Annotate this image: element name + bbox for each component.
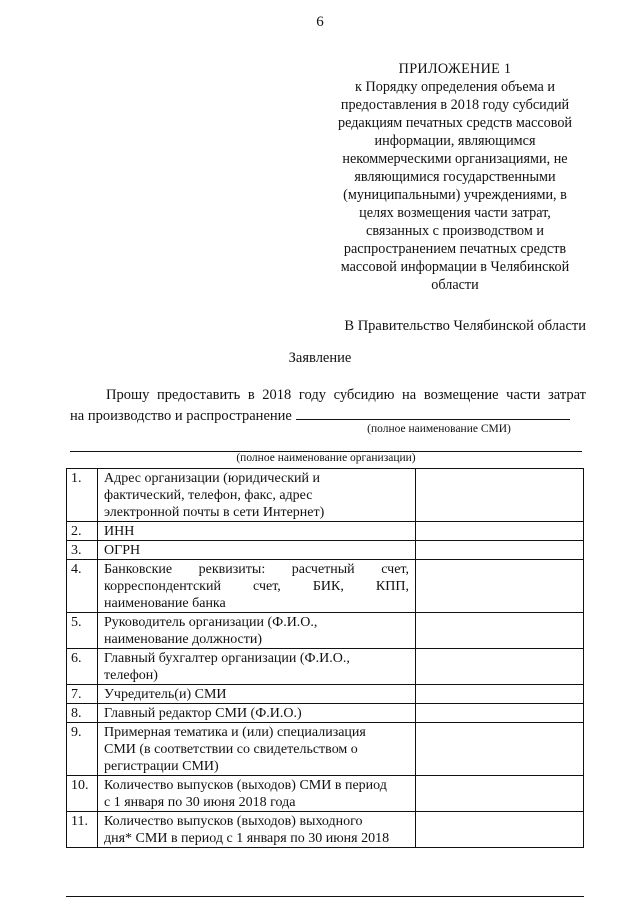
row-label-line: Учредитель(и) СМИ <box>104 687 227 702</box>
row-label-line: регистрации СМИ) <box>104 759 219 774</box>
row-value-cell[interactable] <box>416 522 584 541</box>
row-label-line: Количество выпусков (выходов) СМИ в период <box>104 778 387 793</box>
appendix-heading <box>322 60 588 294</box>
row-number: 2. <box>67 522 98 541</box>
bottom-rule <box>66 896 584 897</box>
row-number: 1. <box>67 469 98 522</box>
request-text-line-2 <box>70 405 570 425</box>
table-row <box>67 613 584 649</box>
row-value-cell[interactable] <box>416 685 584 704</box>
row-value-cell[interactable] <box>416 560 584 613</box>
appendix-title: ПРИЛОЖЕНИЕ 1 <box>398 61 512 77</box>
row-label-line: Количество выпусков (выходов) выходного <box>104 814 363 829</box>
table-row <box>67 469 584 522</box>
row-label-line: ИНН <box>104 524 135 539</box>
row-number: 10. <box>67 776 98 812</box>
table-row <box>67 723 584 776</box>
row-label <box>98 541 416 560</box>
row-label-line: Адрес организации (юридический и <box>104 471 320 486</box>
row-label <box>98 704 416 723</box>
row-number: 6. <box>67 649 98 685</box>
appendix-line: распространением печатных средств <box>343 241 567 257</box>
smi-name-caption: (полное наименование СМИ) <box>367 423 511 435</box>
row-value-cell[interactable] <box>416 812 584 848</box>
row-label-line: ОГРН <box>104 543 141 558</box>
row-label-line: с 1 января по 30 июня 2018 года <box>104 795 296 810</box>
row-label-line: Главный бухгалтер организации (Ф.И.О., <box>104 651 350 666</box>
row-number: 4. <box>67 560 98 613</box>
row-value-cell[interactable] <box>416 704 584 723</box>
appendix-line: связанных с производством и <box>366 223 544 239</box>
row-label <box>98 685 416 704</box>
row-label <box>98 812 416 848</box>
table-row <box>67 649 584 685</box>
table-row <box>67 560 584 613</box>
row-label-line: наименование должности) <box>104 632 263 647</box>
request-text-line: Прошу предоставить в 2018 году субсидию на возмещение части затрат <box>106 387 586 403</box>
row-label <box>98 522 416 541</box>
row-label-line: фактический, телефон, факс, адрес <box>104 488 313 503</box>
table-row <box>67 541 584 560</box>
table-row <box>67 776 584 812</box>
row-label-line: корреспондентский счет, БИК, КПП, <box>104 579 409 594</box>
row-label <box>98 649 416 685</box>
row-label-line: телефон) <box>104 668 158 683</box>
appendix-line: (муниципальными) учреждениями, в <box>343 187 567 203</box>
row-label-line: Главный редактор СМИ (Ф.И.О.) <box>104 706 302 721</box>
row-label <box>98 560 416 613</box>
appendix-line: являющимися государственными <box>354 169 556 185</box>
row-number: 3. <box>67 541 98 560</box>
appendix-line: массовой информации в Челябинской <box>340 259 570 275</box>
row-label <box>98 723 416 776</box>
appendix-line: некоммерческими организациями, не <box>342 151 568 167</box>
row-label-line: СМИ (в соответствии со свидетельством о <box>104 742 358 757</box>
row-number: 8. <box>67 704 98 723</box>
appendix-line: целях возмещения части затрат, <box>359 205 551 221</box>
appendix-line: области <box>431 277 479 293</box>
row-label-line: Примерная тематика и (или) специализация <box>104 725 366 740</box>
appendix-line: редакциям печатных средств массовой <box>337 115 573 131</box>
row-number: 11. <box>67 812 98 848</box>
table-row <box>67 522 584 541</box>
organization-name-caption: (полное наименование организации) <box>236 452 416 464</box>
smi-name-blank[interactable] <box>296 405 570 420</box>
row-value-cell[interactable] <box>416 649 584 685</box>
row-value-cell[interactable] <box>416 776 584 812</box>
request-text: на производство и распространение <box>70 408 292 424</box>
row-value-cell[interactable] <box>416 469 584 522</box>
row-value-cell[interactable] <box>416 723 584 776</box>
row-value-cell[interactable] <box>416 613 584 649</box>
row-label-line: наименование банка <box>104 596 226 611</box>
row-number: 5. <box>67 613 98 649</box>
table-row <box>67 812 584 848</box>
row-label-line: дня* СМИ в период с 1 января по 30 июня 2018 <box>104 831 390 846</box>
appendix-line: к Порядку определения объема и <box>355 79 555 95</box>
row-number: 9. <box>67 723 98 776</box>
table-row <box>67 704 584 723</box>
row-label-line: Банковские реквизиты: расчетный счет, <box>104 562 409 577</box>
row-number: 7. <box>67 685 98 704</box>
document-title: Заявление <box>288 350 352 366</box>
page-number: 6 <box>316 14 324 30</box>
row-value-cell[interactable] <box>416 541 584 560</box>
application-form-table <box>66 468 584 848</box>
row-label <box>98 469 416 522</box>
row-label <box>98 776 416 812</box>
row-label-line: Руководитель организации (Ф.И.О., <box>104 615 318 630</box>
table-row <box>67 685 584 704</box>
row-label <box>98 613 416 649</box>
appendix-line: предоставления в 2018 году субсидий <box>340 97 570 113</box>
row-label-line: электронной почты в сети Интернет) <box>104 505 325 520</box>
addressee: В Правительство Челябинской области <box>344 318 586 334</box>
appendix-line: информации, являющимся <box>374 133 536 149</box>
